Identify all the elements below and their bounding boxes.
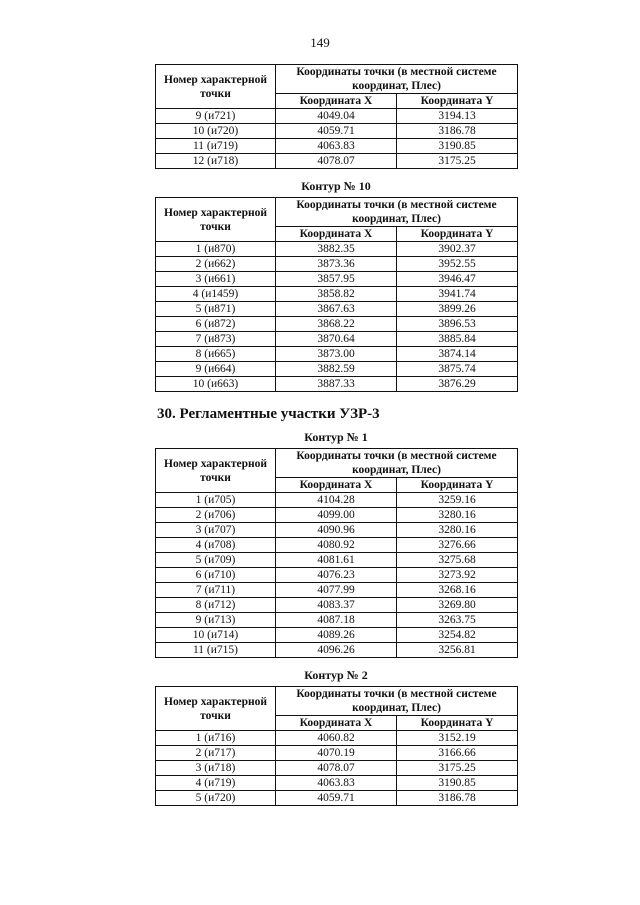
coordinate-y: 3190.85 xyxy=(397,776,518,791)
table-row xyxy=(156,362,518,377)
point-id: 9 (и664) xyxy=(156,362,276,377)
point-id: 10 (и663) xyxy=(156,377,276,392)
header-coordinate-x: Координата X xyxy=(276,478,397,493)
table-row xyxy=(156,508,518,523)
point-id: 2 (и662) xyxy=(156,257,276,272)
point-id: 8 (и665) xyxy=(156,347,276,362)
header-point-number: Номер характерной точки xyxy=(156,198,276,242)
table-row xyxy=(156,347,518,362)
header-point-number: Номер характерной точки xyxy=(156,65,276,109)
coordinate-y: 3874.14 xyxy=(397,347,518,362)
coordinate-y: 3269.80 xyxy=(397,598,518,613)
coordinate-y: 3166.66 xyxy=(397,746,518,761)
coordinate-x: 4096.26 xyxy=(276,643,397,658)
point-id: 7 (и711) xyxy=(156,583,276,598)
coordinate-x: 4089.26 xyxy=(276,628,397,643)
header-coordinate-y: Координата Y xyxy=(397,716,518,731)
table-row xyxy=(156,317,518,332)
table-row xyxy=(156,791,518,806)
coordinate-y: 3186.78 xyxy=(397,791,518,806)
point-id: 5 (и871) xyxy=(156,302,276,317)
point-id: 7 (и873) xyxy=(156,332,276,347)
table-row xyxy=(156,746,518,761)
coordinate-y: 3175.25 xyxy=(397,154,518,169)
coordinate-x: 4059.71 xyxy=(276,791,397,806)
coordinate-y: 3152.19 xyxy=(397,731,518,746)
coordinate-x: 3857.95 xyxy=(276,272,397,287)
coordinate-y: 3275.68 xyxy=(397,553,518,568)
table-row xyxy=(156,124,518,139)
point-id: 10 (и720) xyxy=(156,124,276,139)
coordinate-x: 4076.23 xyxy=(276,568,397,583)
point-id: 5 (и720) xyxy=(156,791,276,806)
coordinate-y: 3263.75 xyxy=(397,613,518,628)
coordinate-x: 4078.07 xyxy=(276,154,397,169)
table-row xyxy=(156,568,518,583)
header-coordinate-y: Координата Y xyxy=(397,94,518,109)
coordinate-y: 3876.29 xyxy=(397,377,518,392)
coordinate-x: 4049.04 xyxy=(276,109,397,124)
header-coordinate-x: Координата X xyxy=(276,227,397,242)
coordinate-x: 3882.59 xyxy=(276,362,397,377)
coordinate-x: 3882.35 xyxy=(276,242,397,257)
coordinate-x: 3870.64 xyxy=(276,332,397,347)
coordinate-y: 3256.81 xyxy=(397,643,518,658)
coordinate-x: 4104.28 xyxy=(276,493,397,508)
coordinate-y: 3276.66 xyxy=(397,538,518,553)
contour-title: Контур № 1 xyxy=(304,430,368,444)
coordinate-y: 3952.55 xyxy=(397,257,518,272)
point-id: 6 (и872) xyxy=(156,317,276,332)
table-row xyxy=(156,523,518,538)
point-id: 12 (и718) xyxy=(156,154,276,169)
coordinate-y: 3186.78 xyxy=(397,124,518,139)
point-id: 4 (и708) xyxy=(156,538,276,553)
point-id: 9 (и713) xyxy=(156,613,276,628)
coordinates-table-contour-2 xyxy=(155,686,518,806)
header-coordinates: Координаты точки (в местной системе координат, Плес) xyxy=(276,65,518,94)
coordinate-x: 4083.37 xyxy=(276,598,397,613)
page-number: 149 xyxy=(310,35,330,50)
coordinate-x: 4060.82 xyxy=(276,731,397,746)
coordinate-x: 3887.33 xyxy=(276,377,397,392)
header-coordinate-x: Координата X xyxy=(276,94,397,109)
point-id: 11 (и719) xyxy=(156,139,276,154)
coordinate-y: 3268.16 xyxy=(397,583,518,598)
point-id: 1 (и716) xyxy=(156,731,276,746)
table-row xyxy=(156,598,518,613)
coordinate-y: 3896.53 xyxy=(397,317,518,332)
point-id: 1 (и870) xyxy=(156,242,276,257)
point-id: 3 (и707) xyxy=(156,523,276,538)
coordinate-x: 4099.00 xyxy=(276,508,397,523)
coordinate-y: 3190.85 xyxy=(397,139,518,154)
contour-title: Контур № 10 xyxy=(301,179,371,193)
header-coordinate-x: Координата X xyxy=(276,716,397,731)
document-body xyxy=(155,64,517,806)
coordinate-y: 3280.16 xyxy=(397,523,518,538)
coordinate-x: 4077.99 xyxy=(276,583,397,598)
table-row xyxy=(156,538,518,553)
coordinate-x: 4081.61 xyxy=(276,553,397,568)
coordinate-x: 3858.82 xyxy=(276,287,397,302)
coordinate-y: 3273.92 xyxy=(397,568,518,583)
table-row xyxy=(156,109,518,124)
coordinate-y: 3902.37 xyxy=(397,242,518,257)
header-coordinates: Координаты точки (в местной системе координат, Плес) xyxy=(276,198,518,227)
point-id: 3 (и718) xyxy=(156,761,276,776)
header-coordinates: Координаты точки (в местной системе координат, Плес) xyxy=(276,687,518,716)
coordinate-x: 3868.22 xyxy=(276,317,397,332)
coordinate-x: 4078.07 xyxy=(276,761,397,776)
header-point-number: Номер характерной точки xyxy=(156,449,276,493)
table-row xyxy=(156,628,518,643)
coordinate-y: 3946.47 xyxy=(397,272,518,287)
table-row xyxy=(156,583,518,598)
table-row xyxy=(156,139,518,154)
point-id: 6 (и710) xyxy=(156,568,276,583)
table-row xyxy=(156,493,518,508)
coordinate-y: 3254.82 xyxy=(397,628,518,643)
table-row xyxy=(156,154,518,169)
coordinate-x: 4059.71 xyxy=(276,124,397,139)
header-coordinate-y: Координата Y xyxy=(397,227,518,242)
coordinate-x: 4070.19 xyxy=(276,746,397,761)
coordinate-x: 4080.92 xyxy=(276,538,397,553)
table-row xyxy=(156,643,518,658)
table-row xyxy=(156,302,518,317)
point-id: 1 (и705) xyxy=(156,493,276,508)
table-row xyxy=(156,272,518,287)
header-coordinate-y: Координата Y xyxy=(397,478,518,493)
coordinate-x: 4090.96 xyxy=(276,523,397,538)
coordinate-y: 3941.74 xyxy=(397,287,518,302)
coordinate-y: 3194.13 xyxy=(397,109,518,124)
contour-title: Контур № 2 xyxy=(304,668,368,682)
coordinate-y: 3875.74 xyxy=(397,362,518,377)
coordinate-x: 3873.00 xyxy=(276,347,397,362)
point-id: 10 (и714) xyxy=(156,628,276,643)
point-id: 9 (и721) xyxy=(156,109,276,124)
header-point-number: Номер характерной точки xyxy=(156,687,276,731)
point-id: 2 (и706) xyxy=(156,508,276,523)
point-id: 2 (и717) xyxy=(156,746,276,761)
point-id: 11 (и715) xyxy=(156,643,276,658)
table-row xyxy=(156,332,518,347)
point-id: 8 (и712) xyxy=(156,598,276,613)
point-id: 4 (и719) xyxy=(156,776,276,791)
point-id: 4 (и1459) xyxy=(156,287,276,302)
coordinates-table-continued xyxy=(155,64,518,169)
section-title: 30. Регламентные участки УЗР-3 xyxy=(157,406,380,422)
coordinate-x: 4063.83 xyxy=(276,139,397,154)
point-id: 3 (и661) xyxy=(156,272,276,287)
table-row xyxy=(156,242,518,257)
coordinate-x: 4087.18 xyxy=(276,613,397,628)
coordinate-x: 3873.36 xyxy=(276,257,397,272)
coordinate-x: 4063.83 xyxy=(276,776,397,791)
table-row xyxy=(156,731,518,746)
table-row xyxy=(156,553,518,568)
table-row xyxy=(156,613,518,628)
table-row xyxy=(156,377,518,392)
point-id: 5 (и709) xyxy=(156,553,276,568)
coordinate-y: 3175.25 xyxy=(397,761,518,776)
table-row xyxy=(156,257,518,272)
coordinates-table-contour-1 xyxy=(155,448,518,658)
table-row xyxy=(156,287,518,302)
header-coordinates: Координаты точки (в местной системе координат, Плес) xyxy=(276,449,518,478)
coordinate-y: 3899.26 xyxy=(397,302,518,317)
coordinate-x: 3867.63 xyxy=(276,302,397,317)
coordinates-table-contour-10 xyxy=(155,197,518,392)
coordinate-y: 3885.84 xyxy=(397,332,518,347)
coordinate-y: 3280.16 xyxy=(397,508,518,523)
table-row xyxy=(156,776,518,791)
table-row xyxy=(156,761,518,776)
coordinate-y: 3259.16 xyxy=(397,493,518,508)
